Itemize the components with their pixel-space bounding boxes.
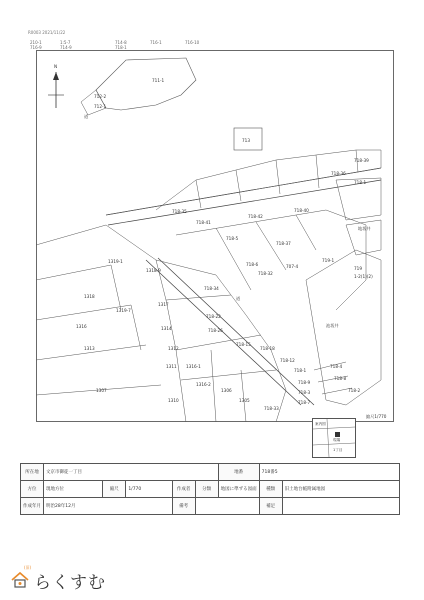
cell-header: 種類	[259, 481, 282, 498]
inset-area: 1丁目	[333, 448, 343, 452]
lot-label: 1-2(1)(2)	[354, 274, 373, 279]
lot-label: 718-33	[264, 406, 279, 411]
lot-label: 718-26	[208, 328, 223, 333]
lot-label: 718-1	[354, 180, 367, 185]
cell-value	[282, 498, 399, 515]
lot-label: 718-7	[298, 400, 311, 405]
legend-item: 716-9	[30, 45, 42, 50]
lot-label: 712-1	[94, 104, 107, 109]
lot-label: 707-4	[286, 264, 299, 269]
lot-label: 718-5	[226, 236, 239, 241]
lot-label: 718-35	[172, 209, 187, 214]
inset-title: 案内図	[315, 422, 326, 426]
legend-item: 1:5-7	[60, 40, 71, 45]
lot-label: 1314	[161, 326, 172, 331]
lot-label: 718-37	[276, 241, 291, 246]
lot-label: 719-1	[322, 258, 335, 263]
lot-label: 718-6	[246, 262, 259, 267]
lot-label: 道	[236, 296, 241, 301]
cell-header: 所在地	[21, 464, 44, 481]
lot-label: 1316-1	[186, 364, 201, 369]
legend	[30, 40, 370, 50]
cell-value	[195, 498, 259, 515]
cell-header: 備考	[172, 498, 195, 515]
lot-label: 1318	[84, 294, 95, 299]
lot-label: 718-32	[258, 271, 273, 276]
legend-item: 716-10	[185, 40, 200, 45]
info-table	[20, 463, 400, 515]
lot-label: 1310	[168, 398, 179, 403]
lot-label: 718-39	[354, 158, 369, 163]
legend-item: 210-1	[30, 40, 42, 45]
cell-header: 方位	[21, 481, 44, 498]
house-icon	[10, 570, 30, 590]
lot-label: 718-8	[334, 376, 347, 381]
legend-item: 718-1	[115, 45, 127, 50]
cell-value: 現地方位	[44, 481, 103, 498]
lot-label: 1319-7	[116, 308, 131, 313]
guide-map	[312, 418, 356, 458]
cell-value: 1/770	[126, 481, 172, 498]
lot-label: 道	[84, 114, 89, 119]
lot-label: 718-36	[331, 171, 346, 176]
cell-header: 補足	[259, 498, 282, 515]
cell-header: 縮尺	[103, 481, 126, 498]
lot-label: 1318-9	[146, 268, 161, 273]
lot-label: 718-34	[204, 286, 219, 291]
cell-header: 地番	[218, 464, 259, 481]
lot-label: 718-3	[298, 390, 311, 395]
cell-value: 文京市御徒一丁目	[44, 464, 219, 481]
brand-logo-group	[10, 566, 106, 594]
lot-label: 718-40	[294, 208, 309, 213]
lot-label: 1316-2	[196, 382, 211, 387]
lot-label: 1317	[158, 302, 169, 307]
lot-label: 711-1	[152, 78, 165, 83]
lot-label: 718-1	[294, 368, 307, 373]
lot-label: 地坂井	[358, 226, 371, 231]
lot-label: 718-18	[260, 346, 275, 351]
lot-label: 718-41	[196, 220, 211, 225]
lot-label: 1313	[84, 346, 95, 351]
header-code: R0003 2021/11/22	[28, 30, 66, 35]
cell-header: 作成者	[172, 481, 195, 498]
brand-small-text: (旧)	[24, 565, 32, 570]
lot-label: 713	[242, 138, 250, 143]
map-drawing	[36, 50, 394, 422]
cell-value: 718番5	[259, 464, 399, 481]
lot-label: 718-12	[280, 358, 295, 363]
lot-label: 718-42	[248, 214, 263, 219]
lot-label: 718-9	[298, 380, 311, 385]
lot-label: 1306	[221, 388, 232, 393]
lot-label: 1311	[166, 364, 177, 369]
brand-name: らくすむ	[34, 572, 106, 593]
inset-site: 現場	[333, 438, 341, 442]
lot-label: 1319-1	[108, 259, 123, 264]
cell-value: 旧土地台帳附属地図	[282, 481, 399, 498]
scale-label: 縮尺1/770	[366, 414, 387, 419]
lot-label: 1316	[76, 324, 87, 329]
legend-item: 714-9	[60, 45, 72, 50]
lot-label: 719	[354, 266, 362, 271]
lot-label: 1305	[239, 398, 250, 403]
cell-header: 分類	[195, 481, 218, 498]
lot-label: 718-15	[236, 342, 251, 347]
lot-label: 718-2	[348, 388, 361, 393]
lot-label: 池坂井	[326, 323, 339, 328]
lot-label: 718-22	[206, 314, 221, 319]
legend-item: 716-1	[150, 40, 162, 45]
cell-value: 地図に準ずる図面	[218, 481, 259, 498]
lot-label: 1307	[96, 388, 107, 393]
cell-value: 明治28年12月	[44, 498, 173, 515]
north-label: N	[54, 64, 58, 69]
cell-header: 作成年月	[21, 498, 44, 515]
lot-label: 1312	[168, 346, 179, 351]
lot-label: 718-4	[330, 364, 343, 369]
lot-label: 712-2	[94, 94, 107, 99]
cadastral-map	[36, 50, 394, 422]
legend-item: 714-8	[115, 40, 127, 45]
